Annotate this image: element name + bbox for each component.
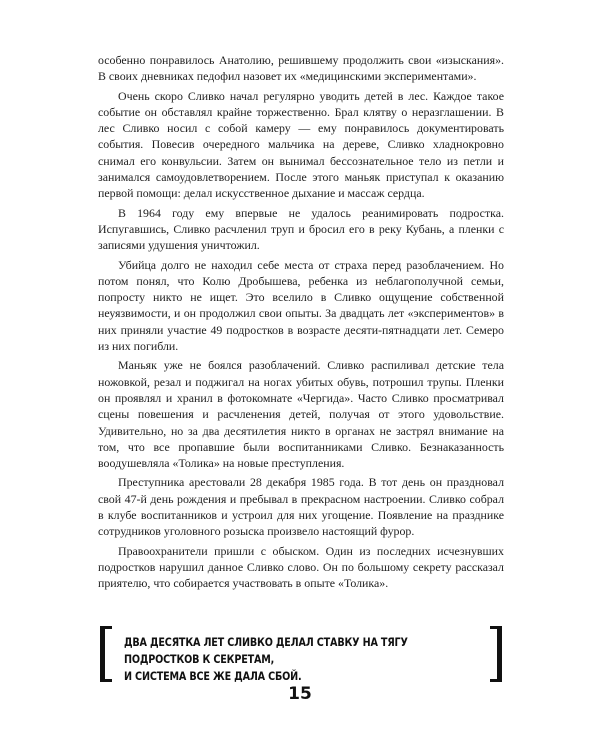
paragraph: особенно понравилось Анатолию, решившему продолжить свои «изыскания». В своих дневниках педофил назовет их «медицинскими экспериментами».: [98, 53, 504, 84]
paragraph: Правоохранители пришли с обыском. Один из последних исчезнувших подростков нарушил данное Сливко слово. Он по большому секрету рассказал приятелю, что собирается участвовать в опыте «Толика».: [98, 543, 504, 591]
body-text: [98, 52, 504, 595]
paragraph: Очень скоро Сливко начал регулярно уводить детей в лес. Каждое такое событие он обставлял крайне торжественно. Брал клятву о неразглашении. В лес Сливко носил с собой камеру — ему понравилось документировать события. Повесив очередного мальчика на дереве, Сливко хладнокровно снимал его конвульсии. Затем он вынимал бессознательное тело из петли и занимался самоудовлетворением. После этого маньяк приступал к оказанию первой помощи: делал искусственное дыхание и массаж сердца.: [98, 88, 504, 201]
paragraph: Преступника арестовали 28 декабря 1985 года. В тот день он праздновал свой 47-й день рождения и пребывал в прекрасном настроении. Сливко собрал в клубе воспитанников и устроил для них угощение. Появление на празднике сотрудников уголовного розыска произвело настоящий фурор.: [98, 475, 504, 539]
paragraph: Убийца долго не находил себе места от страха перед разоблачением. Но потом понял, что Колю Дробышева, ребенка из неблагополучной семьи, попросту никто не ищет. Это вселило в Сливко ощущение собственной неуязвимости, и он продолжил свои опыты. За двадцать лет «экспериментов» в них приняли участие 49 подростков в возрасте десяти-пятнадцати лет. Семеро из них погибли.: [98, 257, 504, 354]
paragraph: Маньяк уже не боялся разоблачений. Сливко распиливал детские тела ножовкой, резал и поджигал на ногах убитых обувь, потрошил трупы. Пленки он проявлял и хранил в фотокомнате «Чергида». Часто Сливко просматривал сцены повешения и расчленения детей, получая от этого удовольствие. Удивительно, но за два десятилетия никто в органах не застрял внимание на том, что все пропавшие были воспитанниками Сливко. Безнаказанность воодушевляла «Толика» на новые преступления.: [98, 358, 504, 471]
right-bracket-icon: [490, 626, 502, 682]
pull-quote: [100, 626, 502, 682]
pull-quote-line: И СИСТЕМА ВСЕ ЖЕ ДАЛА СБОЙ.: [124, 670, 302, 683]
page-number: 15: [288, 684, 312, 704]
pull-quote-text: [124, 634, 482, 685]
left-bracket-icon: [100, 626, 112, 682]
paragraph: В 1964 году ему впервые не удалось реанимировать подростка. Испугавшись, Сливко расчленил труп и бросил его в реку Кубань, а пленки с записями удушения уничтожил.: [98, 205, 504, 253]
pull-quote-line: ДВА ДЕСЯТКА ЛЕТ СЛИВКО ДЕЛАЛ СТАВКУ НА ТЯГУ ПОДРОСТКОВ К СЕКРЕТАМ,: [124, 636, 408, 666]
